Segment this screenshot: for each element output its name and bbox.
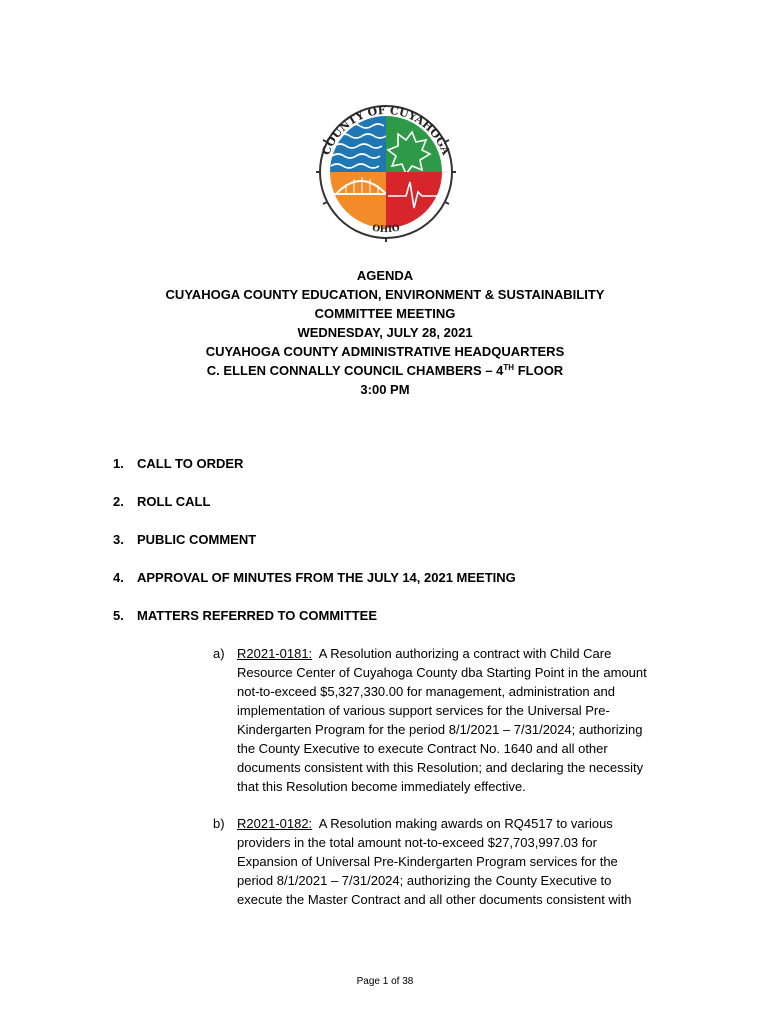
header-location: CUYAHOGA COUNTY ADMINISTRATIVE HEADQUARTERS bbox=[205, 344, 565, 359]
agenda-item: 5. MATTERS REFERRED TO COMMITTEE bbox=[113, 608, 378, 623]
agenda-item: 1. CALL TO ORDER bbox=[113, 456, 244, 471]
agenda-header bbox=[0, 266, 770, 399]
county-seal-logo bbox=[316, 96, 456, 246]
seal-health-quadrant bbox=[386, 172, 442, 228]
resolution-number: R2021-0181: bbox=[237, 646, 313, 661]
header-title: AGENDA bbox=[356, 268, 414, 283]
header-committee-name: CUYAHOGA COUNTY EDUCATION, ENVIRONMENT & SUSTAINABILITY bbox=[165, 287, 605, 302]
header-room: C. ELLEN CONNALLY COUNCIL CHAMBERS – 4TH FLOOR bbox=[206, 363, 564, 378]
seal-bottom-text: OHIO bbox=[371, 223, 401, 236]
resolution-text: A Resolution making awards on RQ4517 to various providers in the total amount not-to-exceed $27,703,997.03 for Expansion of Universal Pre-Kindergarten Program services for the period 8/1/2021 – 7/31/2024; authorizing the County Executive to execute the Master Contract and all other documents consistent with bbox=[237, 816, 632, 907]
seal-top-text: COUNTY OF CUYAHOGA bbox=[319, 103, 453, 157]
seal-bridge-quadrant bbox=[330, 172, 386, 228]
header-meeting-label: COMMITTEE MEETING bbox=[314, 306, 456, 321]
agenda-item: 3. PUBLIC COMMENT bbox=[113, 532, 257, 547]
agenda-subitem: a) R2021-0181: A Resolution authorizing a contract with Child Care Resource Center of Cuyahoga County dba Starting Point in the amount not-to-exceed $5,327,330.00 for management, administration and implementation of various support services for the Universal Pre-Kindergarten Program for the period 8/1/2021 – 7/31/2024; authorizing the County Executive to execute Contract No. 1640 and all other documents consistent with this Resolution; and declaring the necessity that this Resolution become immediately effective. bbox=[213, 646, 647, 794]
header-time: 3:00 PM bbox=[360, 382, 410, 397]
agenda-subitem: b) R2021-0182: A Resolution making awards on RQ4517 to various providers in the total amount not-to-exceed $27,703,997.03 for Expansion of Universal Pre-Kindergarten Program services for the period 8/1/2021 – 7/31/2024; authorizing the County Executive to execute the Master Contract and all other documents consistent with bbox=[213, 816, 632, 907]
agenda-item: 4. APPROVAL OF MINUTES FROM THE JULY 14, 2021 MEETING bbox=[113, 570, 516, 585]
header-date: WEDNESDAY, JULY 28, 2021 bbox=[297, 325, 473, 340]
resolution-text: A Resolution authorizing a contract with Child Care Resource Center of Cuyahoga County dba Starting Point in the amount not-to-exceed $5,327,330.00 for management, administration and implementation of various support services for the Universal Pre-Kindergarten Program for the period 8/1/2021 – 7/31/2024; authorizing the County Executive to execute Contract No. 1640 and all other documents consistent with this Resolution; and declaring the necessity that this Resolution become immediately effective. bbox=[237, 646, 647, 794]
resolution-number: R2021-0182: bbox=[237, 816, 313, 831]
page-number: Page 1 of 38 bbox=[356, 976, 414, 987]
agenda-item: 2. ROLL CALL bbox=[113, 494, 211, 509]
